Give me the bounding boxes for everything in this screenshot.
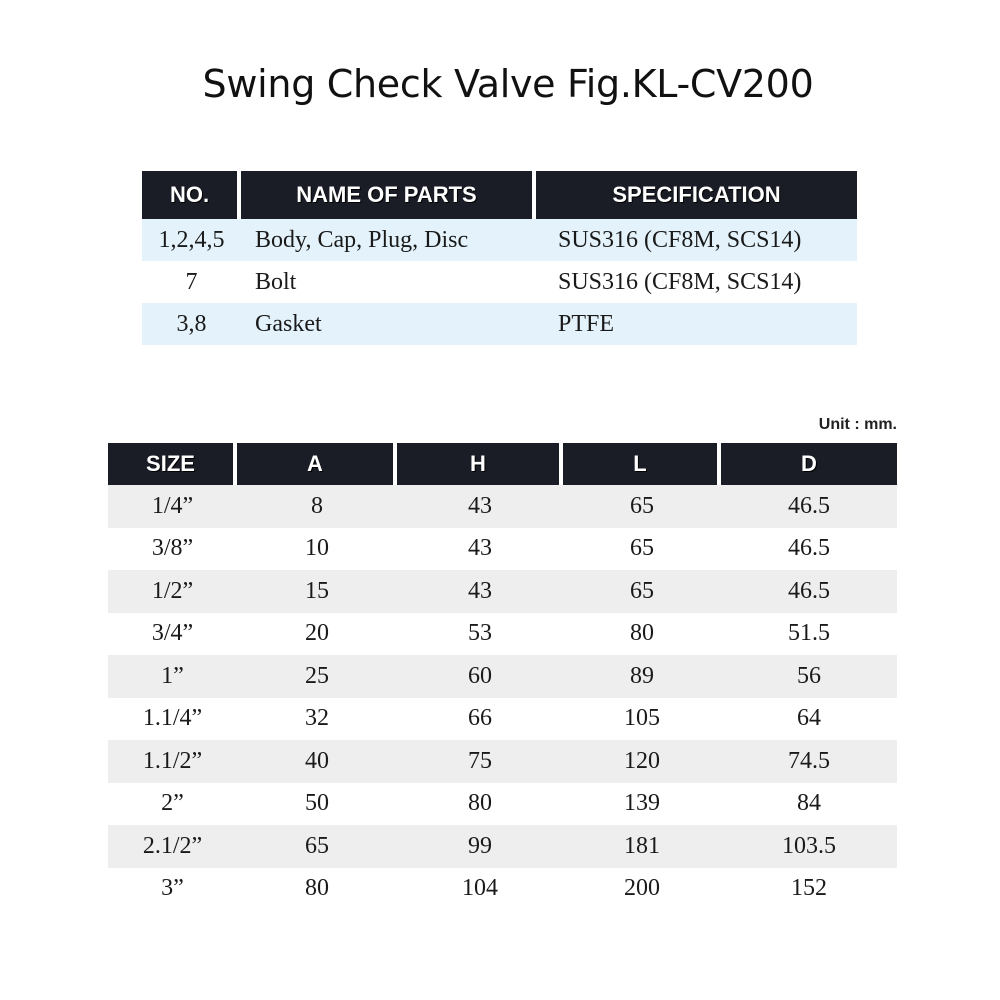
cell-d: 46.5 (721, 528, 897, 571)
cell-h: 99 (397, 825, 563, 868)
part-name: Gasket (241, 303, 536, 345)
part-spec: SUS316 (CF8M, SCS14) (536, 219, 857, 261)
table-row (108, 528, 897, 571)
cell-d: 64 (721, 698, 897, 741)
header-l: L (563, 443, 721, 485)
cell-h: 75 (397, 740, 563, 783)
table-row (108, 740, 897, 783)
cell-size: 1” (108, 655, 237, 698)
size-header-row (108, 443, 897, 485)
parts-header-row (142, 171, 857, 219)
part-name: Bolt (241, 261, 536, 303)
cell-l: 139 (563, 783, 721, 826)
cell-h: 80 (397, 783, 563, 826)
cell-a: 10 (237, 528, 397, 571)
cell-l: 120 (563, 740, 721, 783)
cell-a: 20 (237, 613, 397, 656)
header-d: D (721, 443, 897, 485)
cell-l: 181 (563, 825, 721, 868)
cell-size: 2.1/2” (108, 825, 237, 868)
cell-h: 43 (397, 528, 563, 571)
cell-d: 46.5 (721, 570, 897, 613)
cell-size: 1/2” (108, 570, 237, 613)
cell-d: 51.5 (721, 613, 897, 656)
cell-size: 2” (108, 783, 237, 826)
table-row (108, 570, 897, 613)
cell-size: 3/8” (108, 528, 237, 571)
cell-size: 3/4” (108, 613, 237, 656)
size-table (108, 443, 897, 910)
cell-d: 74.5 (721, 740, 897, 783)
part-no: 7 (142, 261, 241, 303)
cell-h: 104 (397, 868, 563, 911)
table-row (142, 219, 857, 261)
table-row (108, 485, 897, 528)
cell-a: 80 (237, 868, 397, 911)
table-row (108, 825, 897, 868)
cell-size: 1/4” (108, 485, 237, 528)
part-no: 3,8 (142, 303, 241, 345)
table-row (108, 868, 897, 911)
cell-d: 46.5 (721, 485, 897, 528)
cell-a: 32 (237, 698, 397, 741)
cell-size: 1.1/2” (108, 740, 237, 783)
cell-h: 43 (397, 570, 563, 613)
cell-a: 15 (237, 570, 397, 613)
table-row (108, 613, 897, 656)
cell-h: 60 (397, 655, 563, 698)
cell-l: 65 (563, 485, 721, 528)
header-name-of-parts: NAME OF PARTS (241, 171, 536, 219)
cell-h: 43 (397, 485, 563, 528)
cell-l: 89 (563, 655, 721, 698)
cell-a: 50 (237, 783, 397, 826)
cell-l: 200 (563, 868, 721, 911)
cell-l: 105 (563, 698, 721, 741)
cell-d: 56 (721, 655, 897, 698)
cell-l: 65 (563, 528, 721, 571)
cell-l: 65 (563, 570, 721, 613)
cell-a: 25 (237, 655, 397, 698)
table-row (108, 655, 897, 698)
header-a: A (237, 443, 397, 485)
cell-a: 40 (237, 740, 397, 783)
page-title: Swing Check Valve Fig.KL-CV200 (202, 62, 814, 106)
table-row (108, 783, 897, 826)
unit-label: Unit : mm. (818, 416, 897, 433)
table-row (108, 698, 897, 741)
header-size: SIZE (108, 443, 237, 485)
part-name: Body, Cap, Plug, Disc (241, 219, 536, 261)
part-no: 1,2,4,5 (142, 219, 241, 261)
header-h: H (397, 443, 563, 485)
cell-size: 3” (108, 868, 237, 911)
cell-a: 65 (237, 825, 397, 868)
header-specification: SPECIFICATION (536, 171, 857, 219)
header-no: NO. (142, 171, 241, 219)
part-spec: SUS316 (CF8M, SCS14) (536, 261, 857, 303)
cell-l: 80 (563, 613, 721, 656)
cell-h: 53 (397, 613, 563, 656)
cell-a: 8 (237, 485, 397, 528)
table-row (142, 303, 857, 345)
parts-table (142, 171, 857, 345)
cell-d: 103.5 (721, 825, 897, 868)
cell-d: 84 (721, 783, 897, 826)
cell-d: 152 (721, 868, 897, 911)
table-row (142, 261, 857, 303)
part-spec: PTFE (536, 303, 857, 345)
cell-size: 1.1/4” (108, 698, 237, 741)
cell-h: 66 (397, 698, 563, 741)
